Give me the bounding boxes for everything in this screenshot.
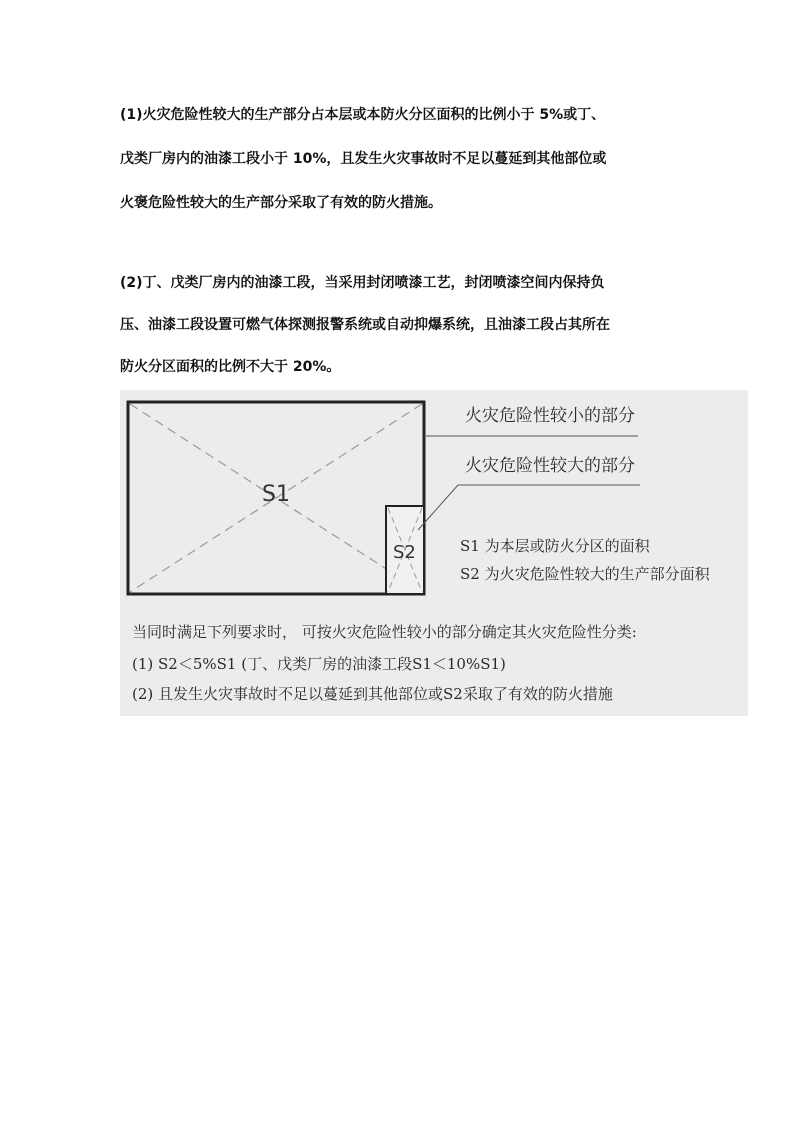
condition-2: (2) 且发生火灾事故时不足以蔓延到其他部位或S2采取了有效的防火措施 [132,685,613,703]
paragraph-line: 压、油漆工段设置可燃气体探测报警系统或自动抑爆系统，且油漆工段占其所在 [120,317,610,333]
paragraph-line: 火褒危险性较大的生产部分采取了有效的防火措施。 [120,195,442,211]
area-diagram-figure [120,390,748,716]
paragraph-line: (1)火灾危险性较大的生产部分占本层或本防火分区面积的比例小于 5%或丁、 [120,107,606,123]
paragraph-line: 戊类厂房内的油漆工段小于 10%，且发生火灾事故时不足以蔓延到其他部位或 [120,151,607,167]
legend-s1: S1 为本层或防火分区的面积 [460,537,650,555]
legend-s2: S2 为火灾危险性较大的生产部分面积 [460,565,710,583]
condition-intro: 当同时满足下列要求时， 可按火灾危险性较小的部分确定其火灾危险性分类: [132,623,637,641]
callout-high-risk: 火灾危险性较大的部分 [465,456,635,476]
s1-label: S1 [262,482,290,507]
condition-1: (1) S2＜5%S1 (丁、戊类厂房的油漆工段S1＜10%S1) [132,655,506,673]
callout-low-risk: 火灾危险性较小的部分 [465,406,635,426]
paragraph-line: 防火分区面积的比例不大于 20%。 [120,359,341,375]
s2-label: S2 [393,542,416,563]
paragraph-line: (2)丁、戊类厂房内的油漆工段，当采用封闭喷漆工艺，封闭喷漆空间内保持负 [120,275,605,291]
